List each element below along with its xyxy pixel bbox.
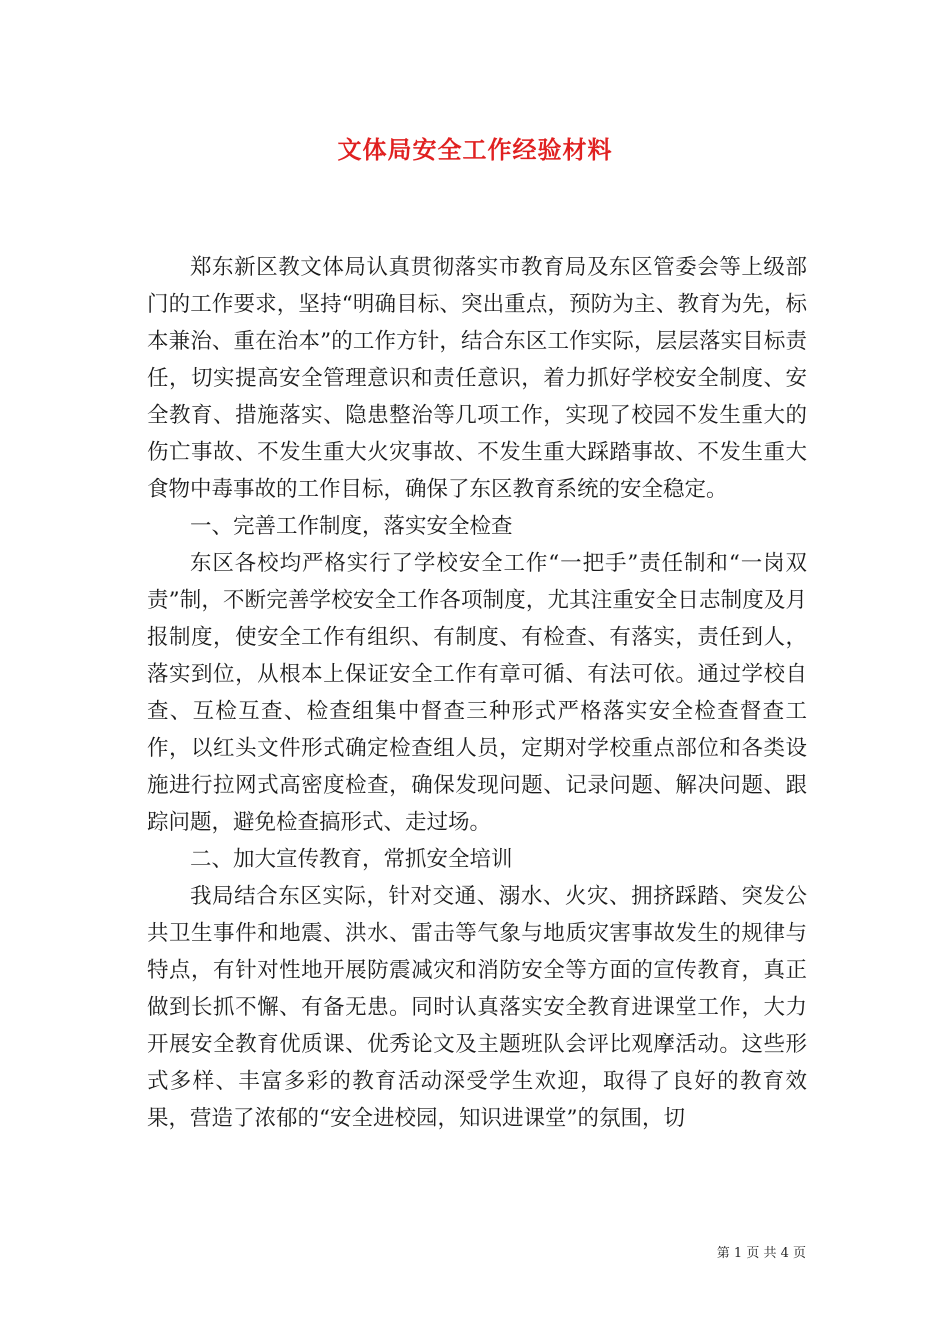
- paragraph-intro: 郑东新区教文体局认真贯彻落实市教育局及东区管委会等上级部门的工作要求，坚持“明确目标、突出重点，预防为主、教育为先，标本兼治、重在治本”的工作方针，结合东区工作实际，层层落实目标责任，切实提高安全管理意识和责任意识，着力抓好学校安全制度、安全教育、措施落实、隐患整治等几项工作，实现了校园不发生重大的伤亡事故、不发生重大火灾事故、不发生重大踩踏事故、不发生重大食物中毒事故的工作目标，确保了东区教育系统的安全稳定。: [147, 255, 807, 502]
- section-heading-2: 二、加大宣传教育，常抓安全培训: [190, 847, 513, 872]
- paragraph-section-1: 东区各校均严格实行了学校安全工作“一把手”责任制和“一岗双责”制，不断完善学校安全工作各项制度，尤其注重安全日志制度及月报制度，使安全工作有组织、有制度、有检查、有落实，责任到人，落实到位，从根本上保证安全工作有章可循、有法可依。通过学校自查、互检互查、检查组集中督查三种形式严格落实安全检查督查工作，以红头文件形式确定检查组人员，定期对学校重点部位和各类设施进行拉网式高密度检查，确保发现问题、记录问题、解决问题、跟踪问题，避免检查搞形式、走过场。: [147, 551, 807, 835]
- section-heading-1: 一、完善工作制度，落实安全检查: [190, 514, 513, 539]
- document-body: [147, 249, 807, 1137]
- page-number: 第 1 页 共 4 页: [716, 1246, 806, 1261]
- document-title: 文体局安全工作经验材料: [337, 135, 613, 164]
- paragraph-section-2: 我局结合东区实际，针对交通、溺水、火灾、拥挤踩踏、突发公共卫生事件和地震、洪水、雷击等气象与地质灾害事故发生的规律与特点，有针对性地开展防震减灾和消防安全等方面的宣传教育，真正做到长抓不懈、有备无患。同时认真落实安全教育进课堂工作，大力开展安全教育优质课、优秀论文及主题班队会评比观摩活动。这些形式多样、丰富多彩的教育活动深受学生欢迎，取得了良好的教育效果，营造了浓郁的“安全进校园，知识进课堂”的氛围，切: [147, 884, 807, 1131]
